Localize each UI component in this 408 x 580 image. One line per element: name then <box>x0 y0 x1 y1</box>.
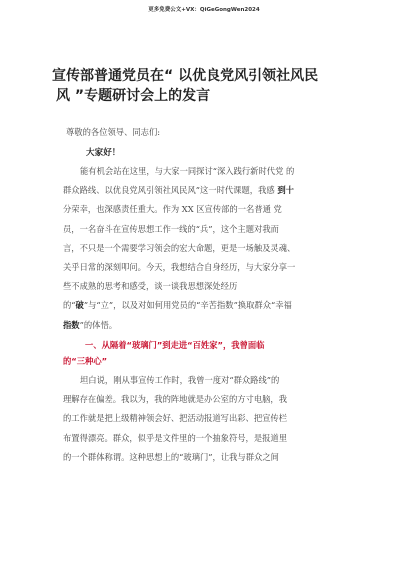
text-line: 言，不只是一个需要学习领会的宏大命题，更是一场触及灵魂、 <box>63 242 296 253</box>
text-line: 坦白说，刚从事宣传工作时，我曾一度对“群众路线”的 <box>80 375 280 385</box>
salutation: 尊敬的各位领导、同志们: <box>66 127 161 137</box>
text-line: 些不成熟的思考和感受，谈一谈我思想深处经历 <box>63 281 238 292</box>
text-run: ”与“立”，以及对如何用党员的“辛苦指数”换取群众“幸福 <box>83 300 292 311</box>
header-note: 更多免费公文+VX：QiGeGongWen2024 <box>148 7 260 13</box>
title-line-2: 风 ”专题研讨会上的发言 <box>56 88 211 104</box>
text-line <box>63 296 353 315</box>
paragraph-section-1 <box>63 371 353 467</box>
text-line <box>63 316 353 335</box>
text-run: 的“ <box>63 300 76 311</box>
bold-text: 指数 <box>63 319 80 330</box>
text-run: 群众路线、以优良党风引领社风民风”这一时代课题，我感 <box>63 185 278 196</box>
text-run: ”的体悟。 <box>79 319 118 330</box>
heading-line-1: 一、从隔着“玻璃门”到走进“百姓家”，我曾面临 <box>85 340 265 350</box>
title-line-1: 宣传部普通党员在“ 以优良党风引领社风民 <box>52 68 319 84</box>
text-line: 能有机会站在这里，与大家一同探讨“深入践行新时代党 的 <box>80 166 295 176</box>
paragraph-intro <box>63 162 353 335</box>
text-line: 布置得漂亮。群众，似乎是文件里的一个抽象符号，是报道里 <box>63 432 288 443</box>
text-line: 关乎日常的深刻叩问。今天，我想结合自身经历，与大家分享一 <box>63 262 296 273</box>
heading-line-2: 的“三种心” <box>63 356 108 366</box>
text-line: 理解存在偏差。我以为，我的阵地就是办公室的方寸电脑，我 <box>63 394 288 405</box>
text-line: 分荣幸，也深感责任重大。作为 XX 区宣传部的一名普通 党 <box>63 204 282 215</box>
section-heading <box>63 337 353 369</box>
text-line: 的工作就是把上级精神领会好、把活动报道写出彩、把宣传栏 <box>63 413 288 424</box>
document-title <box>52 66 362 106</box>
text-line: 的一个群体称谓。这种思想上的“玻璃门”，让我与群众之间 <box>63 451 279 462</box>
text-line: 员，一名奋斗在宣传思想工作一线的“兵”，这个主题对我而 <box>63 223 279 234</box>
greeting: 大家好！ <box>86 148 121 158</box>
bold-text: 到十 <box>277 185 294 196</box>
text-line <box>63 181 353 200</box>
bold-text: 破 <box>75 300 84 311</box>
